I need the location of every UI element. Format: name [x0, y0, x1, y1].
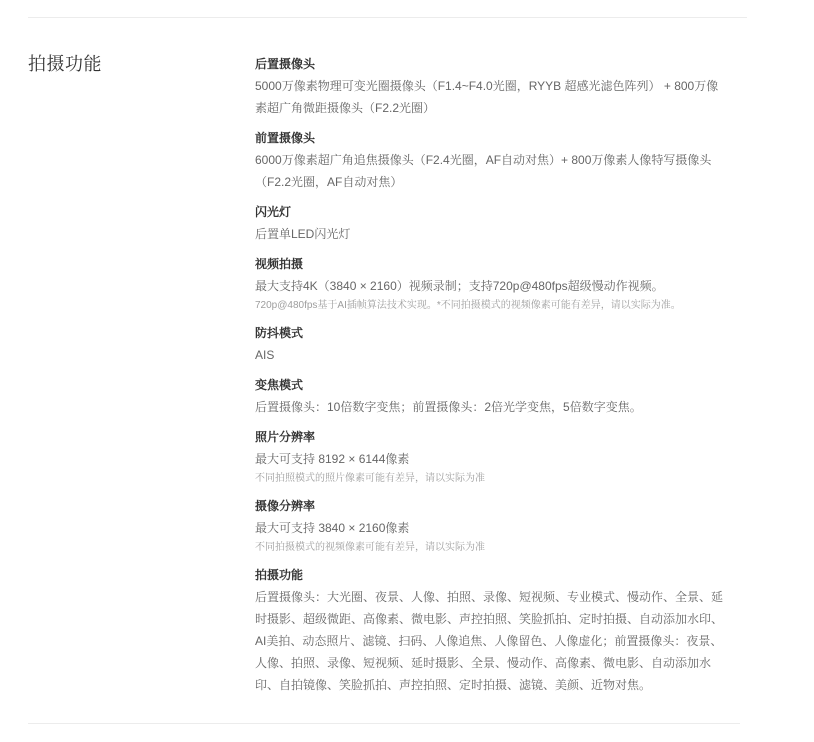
- spec-detail-column: [255, 53, 727, 704]
- spec-title-video-resolution: 摄像分辨率: [255, 499, 316, 513]
- spec-body-video-resolution: 最大可支持 3840 × 2160像素: [255, 521, 410, 535]
- spec-title-rear-camera: 后置摄像头: [255, 57, 316, 71]
- spec-content: [28, 53, 727, 704]
- spec-section-front-camera: [255, 127, 727, 193]
- spec-title-photo-resolution: 照片分辨率: [255, 430, 316, 444]
- spec-category-column: [28, 53, 255, 75]
- spec-title-shooting-features: 拍摄功能: [255, 568, 304, 582]
- spec-title-stabilization: 防抖模式: [255, 326, 304, 340]
- spec-body-flash: 后置单LED闪光灯: [255, 227, 351, 241]
- spec-section-photo-resolution: [255, 426, 727, 487]
- top-divider: [28, 17, 747, 18]
- spec-body-video-recording: 最大支持4K（3840 × 2160）视频录制；支持720p@480fps超级慢动作视频。: [255, 279, 664, 293]
- spec-section-stabilization: [255, 322, 727, 366]
- spec-section-zoom-mode: [255, 374, 727, 418]
- spec-section-video-resolution: [255, 495, 727, 556]
- spec-body-zoom-mode: 后置摄像头：10倍数字变焦；前置摄像头：2倍光学变焦，5倍数字变焦。: [255, 400, 642, 414]
- spec-title-front-camera: 前置摄像头: [255, 131, 316, 145]
- spec-title-video-recording: 视频拍摄: [255, 257, 304, 271]
- spec-note-video-resolution: 不同拍摄模式的视频像素可能有差异，请以实际为准: [255, 542, 485, 553]
- page-title: 拍摄功能: [28, 54, 102, 74]
- spec-body-rear-camera: 5000万像素物理可变光圈摄像头（F1.4~F4.0光圈，RYYB 超感光滤色阵列） + 800万像素超广角微距摄像头（F2.2光圈）: [255, 79, 719, 115]
- spec-body-photo-resolution: 最大可支持 8192 × 6144像素: [255, 452, 410, 466]
- spec-body-front-camera: 6000万像素超广角追焦摄像头（F2.4光圈，AF自动对焦）+ 800万像素人像特写摄像头（F2.2光圈，AF自动对焦）: [255, 153, 712, 189]
- spec-body-shooting-features: 后置摄像头：大光圈、夜景、人像、拍照、录像、短视频、专业模式、慢动作、全景、延时摄影、超级微距、高像素、微电影、声控拍照、笑脸抓拍、定时拍摄、自动添加水印、AI美拍、动态照片、滤镜、扫码、人像追焦、人像留色、人像虚化；前置摄像头：夜景、人像、拍照、录像、短视频、延时摄影、全景、慢动作、高像素、微电影、自动添加水印、自拍镜像、笑脸抓拍、声控拍照、定时拍摄、滤镜、美颜、近物对焦。: [255, 590, 724, 692]
- spec-note-photo-resolution: 不同拍照模式的照片像素可能有差异，请以实际为准: [255, 473, 485, 484]
- spec-body-stabilization: AIS: [255, 348, 275, 362]
- spec-note-video-recording: 720p@480fps基于AI插帧算法技术实现。*不同拍摄模式的视频像素可能有差异，请以实际为准。: [255, 300, 681, 311]
- spec-section-rear-camera: [255, 53, 727, 119]
- bottom-divider: [28, 723, 740, 724]
- spec-section-flash: [255, 201, 727, 245]
- spec-section-shooting-features: [255, 564, 727, 696]
- spec-title-zoom-mode: 变焦模式: [255, 378, 304, 392]
- spec-title-flash: 闪光灯: [255, 205, 292, 219]
- spec-section-video-recording: [255, 253, 727, 314]
